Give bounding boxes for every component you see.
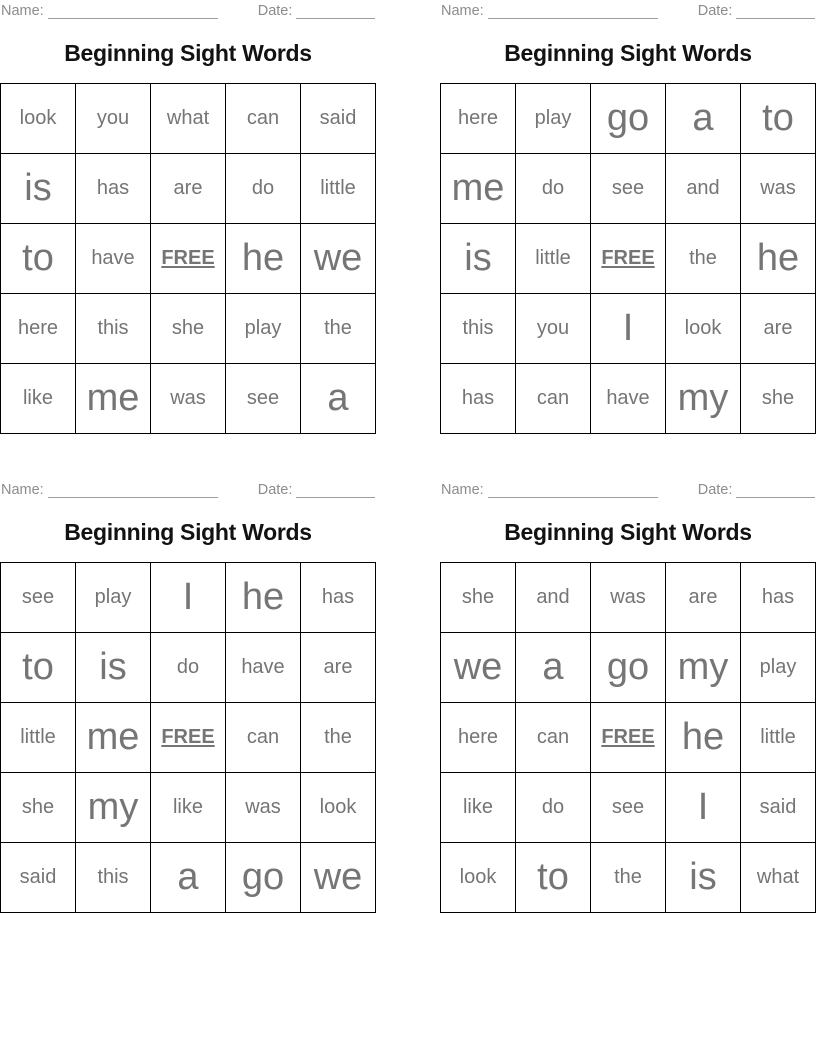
card-header bbox=[1, 482, 375, 498]
word-cell: here bbox=[441, 84, 515, 153]
word-cell: what bbox=[151, 84, 225, 153]
word-cell: and bbox=[516, 563, 590, 632]
date-label: Date: bbox=[257, 3, 293, 19]
name-write-line bbox=[488, 485, 658, 498]
word-cell: I bbox=[666, 773, 740, 842]
name-label: Name: bbox=[1, 3, 44, 19]
word-cell: here bbox=[1, 294, 75, 363]
word-cell: was bbox=[741, 154, 815, 223]
bingo-card-top-left bbox=[0, 0, 376, 440]
word-cell: play bbox=[76, 563, 150, 632]
word-cell: we bbox=[441, 633, 515, 702]
word-cell: to bbox=[1, 633, 75, 702]
word-cell: we bbox=[301, 843, 375, 912]
word-cell: a bbox=[516, 633, 590, 702]
word-cell: are bbox=[151, 154, 225, 223]
word-cell: little bbox=[1, 703, 75, 772]
date-write-line bbox=[736, 6, 815, 19]
free-cell: FREE bbox=[591, 224, 665, 293]
word-cell: she bbox=[441, 563, 515, 632]
word-cell: what bbox=[741, 843, 815, 912]
word-cell: my bbox=[666, 364, 740, 433]
word-cell: we bbox=[301, 224, 375, 293]
word-cell: are bbox=[741, 294, 815, 363]
word-cell: like bbox=[151, 773, 225, 842]
word-cell: said bbox=[1, 843, 75, 912]
word-cell: he bbox=[741, 224, 815, 293]
word-cell: this bbox=[441, 294, 515, 363]
word-cell: do bbox=[516, 154, 590, 223]
card-title: Beginning Sight Words bbox=[64, 40, 312, 66]
word-cell: to bbox=[1, 224, 75, 293]
word-cell: is bbox=[1, 154, 75, 223]
word-cell: are bbox=[301, 633, 375, 702]
word-cell: have bbox=[76, 224, 150, 293]
date-label: Date: bbox=[257, 482, 293, 498]
word-cell: little bbox=[516, 224, 590, 293]
word-cell: look bbox=[441, 843, 515, 912]
word-cell: here bbox=[441, 703, 515, 772]
word-cell: is bbox=[666, 843, 740, 912]
word-cell: have bbox=[591, 364, 665, 433]
word-cell: like bbox=[441, 773, 515, 842]
name-write-line bbox=[48, 6, 218, 19]
word-cell: said bbox=[301, 84, 375, 153]
word-cell: I bbox=[151, 563, 225, 632]
word-cell: he bbox=[226, 563, 300, 632]
word-cell: he bbox=[226, 224, 300, 293]
name-label: Name: bbox=[1, 482, 44, 498]
date-write-line bbox=[296, 485, 375, 498]
bingo-grid bbox=[440, 83, 816, 434]
word-cell: a bbox=[666, 84, 740, 153]
word-cell: to bbox=[741, 84, 815, 153]
word-cell: is bbox=[441, 224, 515, 293]
word-cell: she bbox=[1, 773, 75, 842]
word-cell: has bbox=[741, 563, 815, 632]
card-header bbox=[441, 482, 815, 498]
word-cell: see bbox=[1, 563, 75, 632]
word-cell: to bbox=[516, 843, 590, 912]
word-cell: look bbox=[1, 84, 75, 153]
word-cell: she bbox=[151, 294, 225, 363]
free-cell: FREE bbox=[591, 703, 665, 772]
word-cell: see bbox=[591, 154, 665, 223]
date-label: Date: bbox=[697, 482, 733, 498]
word-cell: a bbox=[151, 843, 225, 912]
bingo-card-bottom-right bbox=[440, 479, 816, 919]
free-cell: FREE bbox=[151, 703, 225, 772]
word-cell: go bbox=[591, 633, 665, 702]
word-cell: the bbox=[591, 843, 665, 912]
word-cell: you bbox=[76, 84, 150, 153]
card-header bbox=[441, 3, 815, 19]
word-cell: go bbox=[591, 84, 665, 153]
date-write-line bbox=[296, 6, 375, 19]
name-write-line bbox=[488, 6, 658, 19]
word-cell: she bbox=[741, 364, 815, 433]
word-cell: my bbox=[76, 773, 150, 842]
word-cell: do bbox=[226, 154, 300, 223]
word-cell: like bbox=[1, 364, 75, 433]
word-cell: can bbox=[226, 84, 300, 153]
word-cell: this bbox=[76, 843, 150, 912]
word-cell: play bbox=[741, 633, 815, 702]
name-label: Name: bbox=[441, 3, 484, 19]
word-cell: has bbox=[301, 563, 375, 632]
word-cell: see bbox=[591, 773, 665, 842]
bingo-card-top-right bbox=[440, 0, 816, 440]
date-write-line bbox=[736, 485, 815, 498]
word-cell: and bbox=[666, 154, 740, 223]
word-cell: has bbox=[441, 364, 515, 433]
word-cell: has bbox=[76, 154, 150, 223]
word-cell: play bbox=[226, 294, 300, 363]
word-cell: me bbox=[76, 364, 150, 433]
word-cell: said bbox=[741, 773, 815, 842]
word-cell: do bbox=[516, 773, 590, 842]
word-cell: play bbox=[516, 84, 590, 153]
word-cell: the bbox=[666, 224, 740, 293]
word-cell: this bbox=[76, 294, 150, 363]
word-cell: can bbox=[226, 703, 300, 772]
word-cell: little bbox=[741, 703, 815, 772]
card-title: Beginning Sight Words bbox=[504, 40, 752, 66]
word-cell: me bbox=[441, 154, 515, 223]
bingo-grid bbox=[0, 83, 376, 434]
card-title: Beginning Sight Words bbox=[504, 519, 752, 545]
word-cell: me bbox=[76, 703, 150, 772]
word-cell: he bbox=[666, 703, 740, 772]
word-cell: was bbox=[226, 773, 300, 842]
card-title: Beginning Sight Words bbox=[64, 519, 312, 545]
word-cell: a bbox=[301, 364, 375, 433]
word-cell: can bbox=[516, 703, 590, 772]
word-cell: was bbox=[151, 364, 225, 433]
name-label: Name: bbox=[441, 482, 484, 498]
word-cell: have bbox=[226, 633, 300, 702]
word-cell: go bbox=[226, 843, 300, 912]
date-label: Date: bbox=[697, 3, 733, 19]
bingo-grid bbox=[0, 562, 376, 913]
card-header bbox=[1, 3, 375, 19]
word-cell: was bbox=[591, 563, 665, 632]
bingo-card-bottom-left bbox=[0, 479, 376, 919]
word-cell: see bbox=[226, 364, 300, 433]
word-cell: my bbox=[666, 633, 740, 702]
word-cell: look bbox=[666, 294, 740, 363]
word-cell: little bbox=[301, 154, 375, 223]
word-cell: I bbox=[591, 294, 665, 363]
word-cell: the bbox=[301, 703, 375, 772]
word-cell: do bbox=[151, 633, 225, 702]
word-cell: look bbox=[301, 773, 375, 842]
bingo-grid bbox=[440, 562, 816, 913]
free-cell: FREE bbox=[151, 224, 225, 293]
word-cell: are bbox=[666, 563, 740, 632]
word-cell: the bbox=[301, 294, 375, 363]
name-write-line bbox=[48, 485, 218, 498]
word-cell: you bbox=[516, 294, 590, 363]
word-cell: is bbox=[76, 633, 150, 702]
word-cell: can bbox=[516, 364, 590, 433]
